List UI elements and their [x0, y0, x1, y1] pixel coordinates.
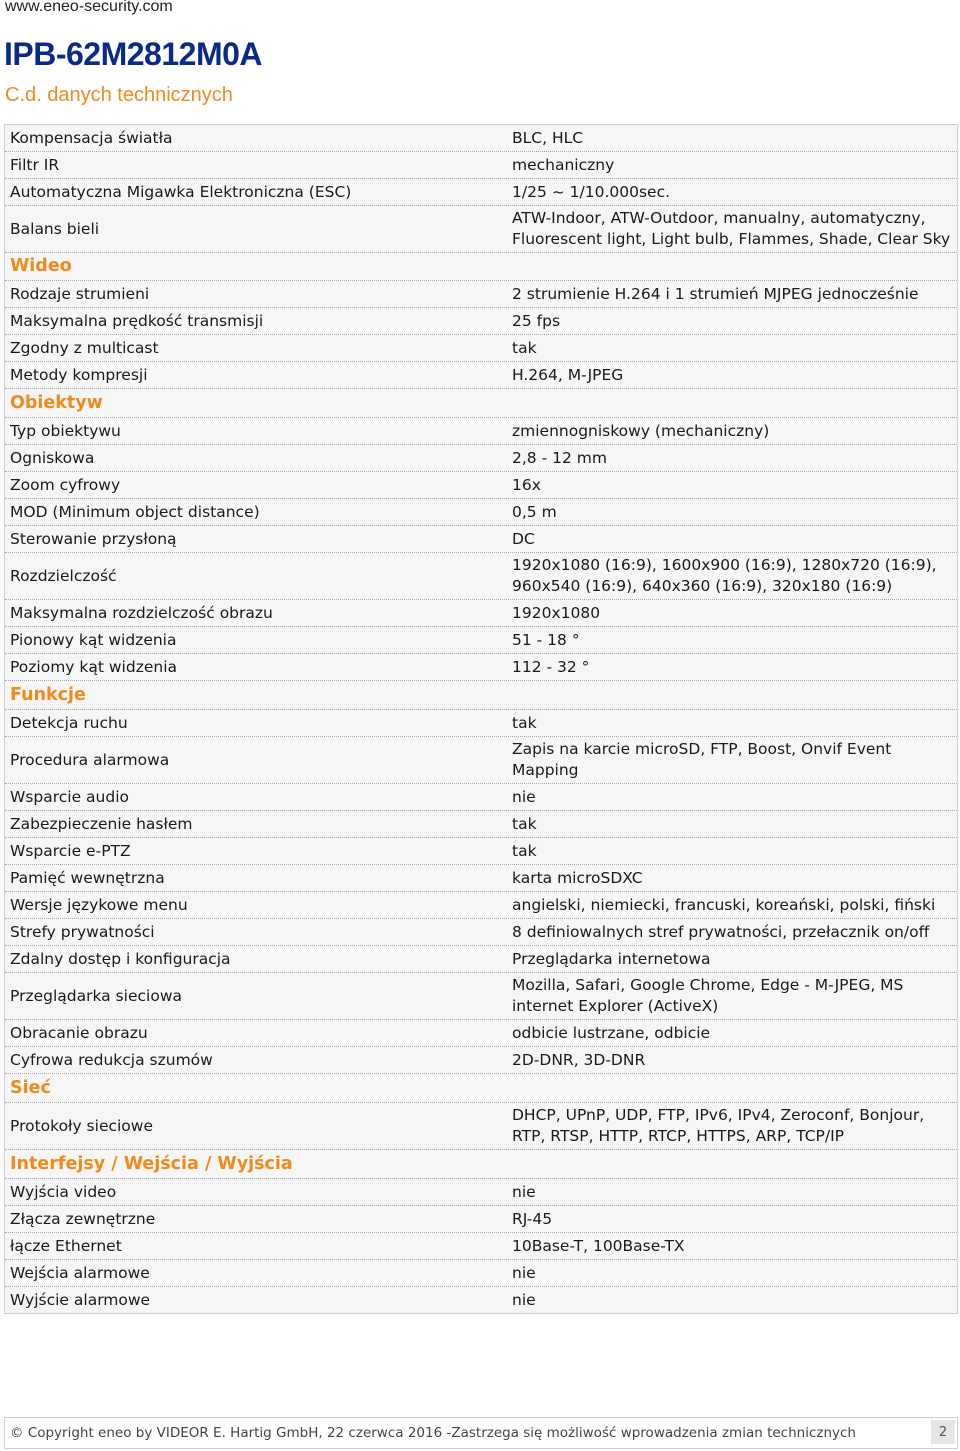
spec-value: angielski, niemiecki, francuski, koreański, polski, fiński — [512, 895, 936, 914]
spec-value: 51 - 18 ° — [512, 630, 580, 649]
spec-label: Zabezpieczenie hasłem — [10, 814, 193, 833]
spec-row-internal-memory — [5, 865, 957, 892]
spec-row-alarm-procedure — [5, 737, 957, 784]
spec-value: 8 definiowalnych stref prywatności, przełacznik on/off — [512, 922, 930, 941]
spec-label: Wyjścia video — [10, 1182, 117, 1201]
spec-label: Metody kompresji — [10, 365, 148, 384]
spec-row-motion-detection — [5, 710, 957, 737]
spec-row-digital-zoom — [5, 472, 957, 499]
section-title: Wideo — [10, 256, 72, 276]
spec-row-image-rotation — [5, 1020, 957, 1047]
spec-value: nie — [512, 787, 536, 806]
section-header-video — [5, 253, 957, 281]
spec-table — [4, 124, 958, 1314]
page-number: 2 — [931, 1420, 955, 1444]
spec-label: Pamięć wewnętrzna — [10, 868, 165, 887]
spec-label: Procedura alarmowa — [10, 750, 170, 769]
spec-row-network-protocols — [5, 1103, 957, 1150]
page-footer — [4, 1417, 958, 1449]
section-title: Obiektyw — [10, 392, 103, 413]
product-title: IPB-62M2812M0A — [4, 36, 262, 72]
spec-label: Maksymalna prędkość transmisji — [10, 311, 264, 330]
spec-label: Kompensacja światła — [10, 128, 173, 147]
spec-value: nie — [512, 1182, 536, 1201]
spec-row-audio — [5, 784, 957, 811]
spec-label: Zgodny z multicast — [10, 338, 159, 357]
spec-label: Protokoły sieciowe — [10, 1116, 154, 1135]
spec-row-external-connectors — [5, 1206, 957, 1233]
spec-label: Cyfrowa redukcja szumów — [10, 1050, 213, 1069]
spec-label: Zoom cyfrowy — [10, 475, 121, 494]
section-header-functions — [5, 681, 957, 710]
spec-row-max-resolution — [5, 600, 957, 627]
spec-row-stream-types — [5, 281, 957, 308]
spec-value: 2 strumienie H.264 i 1 strumień MJPEG jednocześnie — [512, 284, 919, 303]
spec-row-remote-access — [5, 946, 957, 973]
spec-value: 2,8 - 12 mm — [512, 448, 607, 467]
spec-value: nie — [512, 1290, 536, 1309]
spec-label: łącze Ethernet — [10, 1236, 122, 1255]
spec-value: 1/25 ~ 1/10.000sec. — [512, 182, 671, 201]
spec-row-video-outputs — [5, 1179, 957, 1206]
spec-value: mechaniczny — [512, 155, 615, 174]
spec-label: Wersje językowe menu — [10, 895, 188, 914]
spec-row-alarm-inputs — [5, 1260, 957, 1287]
spec-value: DC — [512, 529, 535, 548]
spec-row-white-balance — [5, 206, 957, 253]
spec-value: 25 fps — [512, 311, 561, 330]
spec-label: Zdalny dostęp i konfiguracja — [10, 949, 231, 968]
spec-value: BLC, HLC — [512, 128, 584, 147]
spec-row-privacy-zones — [5, 919, 957, 946]
spec-row-eptz — [5, 838, 957, 865]
section-title: Interfejsy / Wejścia / Wyjścia — [10, 1153, 293, 1174]
spec-row-multicast — [5, 335, 957, 362]
spec-label: Typ obiektywu — [10, 421, 121, 440]
spec-label: Wsparcie audio — [10, 787, 130, 806]
spec-label: Sterowanie przysłoną — [10, 529, 177, 548]
spec-label: Poziomy kąt widzenia — [10, 657, 178, 676]
spec-label: Rodzaje strumieni — [10, 284, 150, 303]
spec-row-noise-reduction — [5, 1047, 957, 1074]
spec-label: Wejścia alarmowe — [10, 1263, 150, 1282]
spec-row-menu-languages — [5, 892, 957, 919]
section-header-network — [5, 1074, 957, 1103]
spec-row-focal-length — [5, 445, 957, 472]
spec-value: 16x — [512, 475, 541, 494]
section-header-interfaces — [5, 1150, 957, 1179]
spec-value: 2D-DNR, 3D-DNR — [512, 1050, 646, 1069]
spec-label: Balans bieli — [10, 219, 100, 238]
spec-label: Złącza zewnętrzne — [10, 1209, 156, 1228]
spec-row-mod — [5, 499, 957, 526]
spec-label: Obracanie obrazu — [10, 1023, 148, 1042]
spec-value: 1920x1080 (16:9), 1600x900 (16:9), 1280x720 (16:9), 960x540 (16:9), 640x360 (16:9), 320x180 (16:9) — [512, 556, 937, 595]
spec-value: Przeglądarka internetowa — [512, 949, 711, 968]
spec-value: RJ-45 — [512, 1209, 553, 1228]
spec-row-resolution — [5, 553, 957, 600]
spec-label: Rozdzielczość — [10, 566, 117, 585]
spec-row-ethernet — [5, 1233, 957, 1260]
spec-label: Pionowy kąt widzenia — [10, 630, 177, 649]
spec-value: tak — [512, 814, 537, 833]
spec-row-iris-control — [5, 526, 957, 553]
spec-value: H.264, M-JPEG — [512, 365, 624, 384]
spec-label: Maksymalna rozdzielczość obrazu — [10, 603, 273, 622]
spec-row-password — [5, 811, 957, 838]
spec-value: zmiennogniskowy (mechaniczny) — [512, 421, 770, 440]
spec-row-ir-filter — [5, 152, 957, 179]
section-header-lens — [5, 389, 957, 418]
spec-row-light-compensation — [5, 125, 957, 152]
page-subtitle: C.d. danych technicznych — [5, 84, 233, 106]
spec-label: Strefy prywatności — [10, 922, 155, 941]
spec-row-compression — [5, 362, 957, 389]
spec-row-horizontal-fov — [5, 654, 957, 681]
spec-value: 1920x1080 — [512, 603, 601, 622]
spec-label: Ogniskowa — [10, 448, 95, 467]
section-title: Sieć — [10, 1077, 51, 1098]
section-title: Funkcje — [10, 684, 86, 705]
spec-value: tak — [512, 713, 537, 732]
site-url: www.eneo-security.com — [5, 0, 173, 15]
spec-label: Filtr IR — [10, 155, 60, 174]
spec-value: 10Base-T, 100Base-TX — [512, 1236, 685, 1255]
spec-label: Detekcja ruchu — [10, 713, 128, 732]
spec-label: Wyjście alarmowe — [10, 1290, 151, 1309]
spec-row-web-browser — [5, 973, 957, 1020]
spec-value: Zapis na karcie microSD, FTP, Boost, Onvif Event Mapping — [512, 740, 892, 779]
spec-value: DHCP, UPnP, UDP, FTP, IPv6, IPv4, Zeroconf, Bonjour, RTP, RTSP, HTTP, RTCP, HTTPS, ARP, TCP/IP — [512, 1106, 925, 1145]
spec-row-max-frame-rate — [5, 308, 957, 335]
spec-label: Wsparcie e-PTZ — [10, 841, 131, 860]
spec-value: odbicie lustrzane, odbicie — [512, 1023, 711, 1042]
spec-value: tak — [512, 338, 537, 357]
spec-value: 112 - 32 ° — [512, 657, 590, 676]
spec-value: Mozilla, Safari, Google Chrome, Edge - M-JPEG, MS internet Explorer (ActiveX) — [512, 976, 904, 1015]
spec-value: karta microSDXC — [512, 868, 643, 887]
spec-value: 0,5 m — [512, 502, 557, 521]
spec-value: tak — [512, 841, 537, 860]
spec-label: MOD (Minimum object distance) — [10, 502, 260, 521]
spec-value: ATW-Indoor, ATW-Outdoor, manualny, automatyczny, Fluorescent light, Light bulb, Flammes, Shade, Clear Sky — [512, 209, 951, 248]
spec-row-lens-type — [5, 418, 957, 445]
spec-row-vertical-fov — [5, 627, 957, 654]
copyright-text: © Copyright eneo by VIDEOR E. Hartig GmbH, 22 czerwca 2016 -Zastrzega się możliwość wprowadzenia zmian technicznych — [10, 1425, 856, 1441]
spec-label: Automatyczna Migawka Elektroniczna (ESC) — [10, 182, 352, 201]
spec-label: Przeglądarka sieciowa — [10, 986, 183, 1005]
spec-row-esc — [5, 179, 957, 206]
spec-row-alarm-output — [5, 1287, 957, 1313]
spec-value: nie — [512, 1263, 536, 1282]
